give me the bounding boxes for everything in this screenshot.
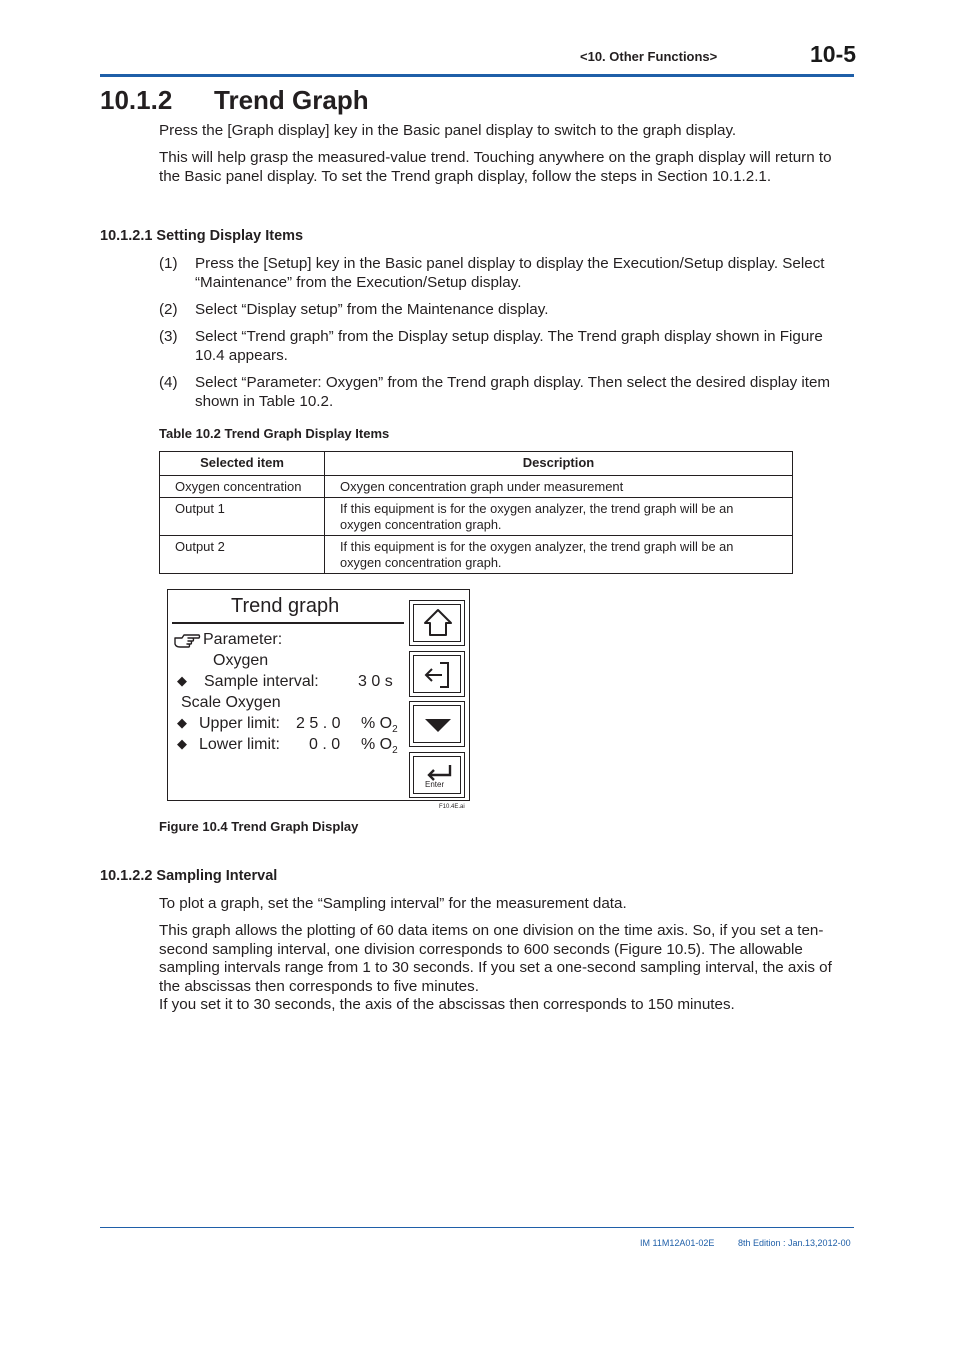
running-header-section: <10. Other Functions> [580, 49, 718, 64]
parameter-label[interactable]: Parameter: [203, 631, 283, 648]
sampling-paragraph-1: To plot a graph, set the “Sampling interval” for the measurement data. [159, 895, 627, 912]
page-number: 10-5 [810, 41, 857, 67]
table-cell: Output 2 [160, 536, 325, 574]
section-heading [100, 85, 369, 116]
parameter-value[interactable]: Oxygen [213, 652, 269, 669]
table-cell: If this equipment is for the oxygen analyzer, the trend graph will be an oxygen concentration graph. [325, 536, 793, 574]
step-number: (4) [159, 374, 178, 391]
scale-oxygen-label: Scale Oxygen [181, 694, 281, 711]
step-item [159, 328, 849, 366]
footer-edition: 8th Edition : Jan.13,2012-00 [738, 1238, 851, 1248]
lower-limit-unit: % $O_2$ [361, 736, 398, 757]
figure-caption: Figure 10.4 Trend Graph Display [159, 819, 359, 834]
enter-button[interactable] [409, 752, 465, 798]
sample-interval-value[interactable]: 3 0 s [358, 673, 393, 690]
upper-limit-label[interactable]: Upper limit: [199, 715, 280, 732]
lower-limit-label[interactable]: Lower limit: [199, 736, 280, 753]
table-cell: Oxygen concentration [160, 476, 325, 498]
section-title: Trend Graph [214, 85, 369, 115]
screen-title-rule [172, 622, 404, 624]
header-rule [100, 74, 854, 77]
screen-title: Trend graph [231, 595, 340, 617]
upper-limit-unit: % $O_2$ [361, 715, 398, 736]
intro-paragraph-1: Press the [Graph display] key in the Basic panel display to switch to the graph display. [159, 122, 737, 139]
return-icon [410, 652, 466, 698]
table-cell: Oxygen concentration graph under measurement [325, 476, 793, 498]
lower-limit-value[interactable]: 0 . 0 [309, 736, 341, 753]
footer-rule [100, 1227, 854, 1228]
table-cell: If this equipment is for the oxygen analyzer, the trend graph will be an oxygen concentration graph. [325, 498, 793, 536]
step-number: (3) [159, 328, 178, 345]
pointing-hand-icon [173, 632, 201, 650]
home-button[interactable] [409, 600, 465, 646]
upper-limit-value[interactable]: 2 5 . 0 [296, 715, 341, 732]
table-row [160, 536, 793, 574]
column-header-selected-item: Selected item [160, 452, 325, 476]
diamond-bullet-icon: ◆ [177, 736, 187, 751]
subsection-heading-sampling-interval: 10.1.2.2 Sampling Interval [100, 868, 278, 884]
scroll-down-button[interactable] [409, 701, 465, 747]
step-number: (1) [159, 255, 178, 272]
step-text: Select “Parameter: Oxygen” from the Trend graph display. Then select the desired display item shown in Table 10.2. [195, 374, 831, 410]
return-button[interactable] [409, 651, 465, 697]
home-icon [410, 601, 466, 647]
figure-file-id: F10.4E.ai [439, 804, 465, 810]
table-row [160, 498, 793, 536]
table-row [160, 476, 793, 498]
step-item [159, 301, 849, 320]
step-item [159, 374, 849, 412]
enter-button-label: Enter [425, 780, 445, 789]
step-number: (2) [159, 301, 178, 318]
subsection-heading-setting-display-items: 10.1.2.1 Setting Display Items [100, 228, 304, 244]
sample-interval-label[interactable]: Sample interval: [204, 673, 319, 690]
display-items-table [159, 451, 793, 574]
step-text: Select “Display setup” from the Maintenance display. [195, 301, 549, 318]
column-header-description: Description [325, 452, 793, 476]
diamond-bullet-icon: ◆ [177, 673, 187, 688]
table-caption: Table 10.2 Trend Graph Display Items [159, 426, 390, 441]
intro-paragraph-2: This will help grasp the measured-value trend. Touching anywhere on the graph display will return to the Basic panel display. To set the Trend graph display, follow the steps in Section 10.1.2.1. [159, 149, 832, 185]
table-header-row [160, 452, 793, 476]
step-text: Press the [Setup] key in the Basic panel display to display the Execution/Setup display. Select “Maintenance” from the Execution/Setup display. [195, 255, 825, 291]
enter-icon [410, 753, 466, 799]
table-cell: Output 1 [160, 498, 325, 536]
footer-document-id: IM 11M12A01-02E [640, 1238, 715, 1248]
section-number: 10.1.2 [100, 85, 173, 115]
diamond-bullet-icon: ◆ [177, 715, 187, 730]
down-arrow-icon [410, 702, 466, 748]
step-item [159, 255, 849, 293]
step-text: Select “Trend graph” from the Display setup display. The Trend graph display shown in Figure 10.4 appears. [195, 328, 823, 364]
sampling-paragraph-2: This graph allows the plotting of 60 data items on one division on the time axis. So, if you set a ten-second sampling interval, one division corresponds to 600 seconds (Figure 10.5). The allowable sampling intervals range from 1 to 30 seconds. If you set a one-second sampling interval, the axis of the abscissas then corresponds to five minutes. [159, 922, 832, 995]
sampling-paragraph-3: If you set it to 30 seconds, the axis of the abscissas then corresponds to 150 minutes. [159, 996, 735, 1013]
